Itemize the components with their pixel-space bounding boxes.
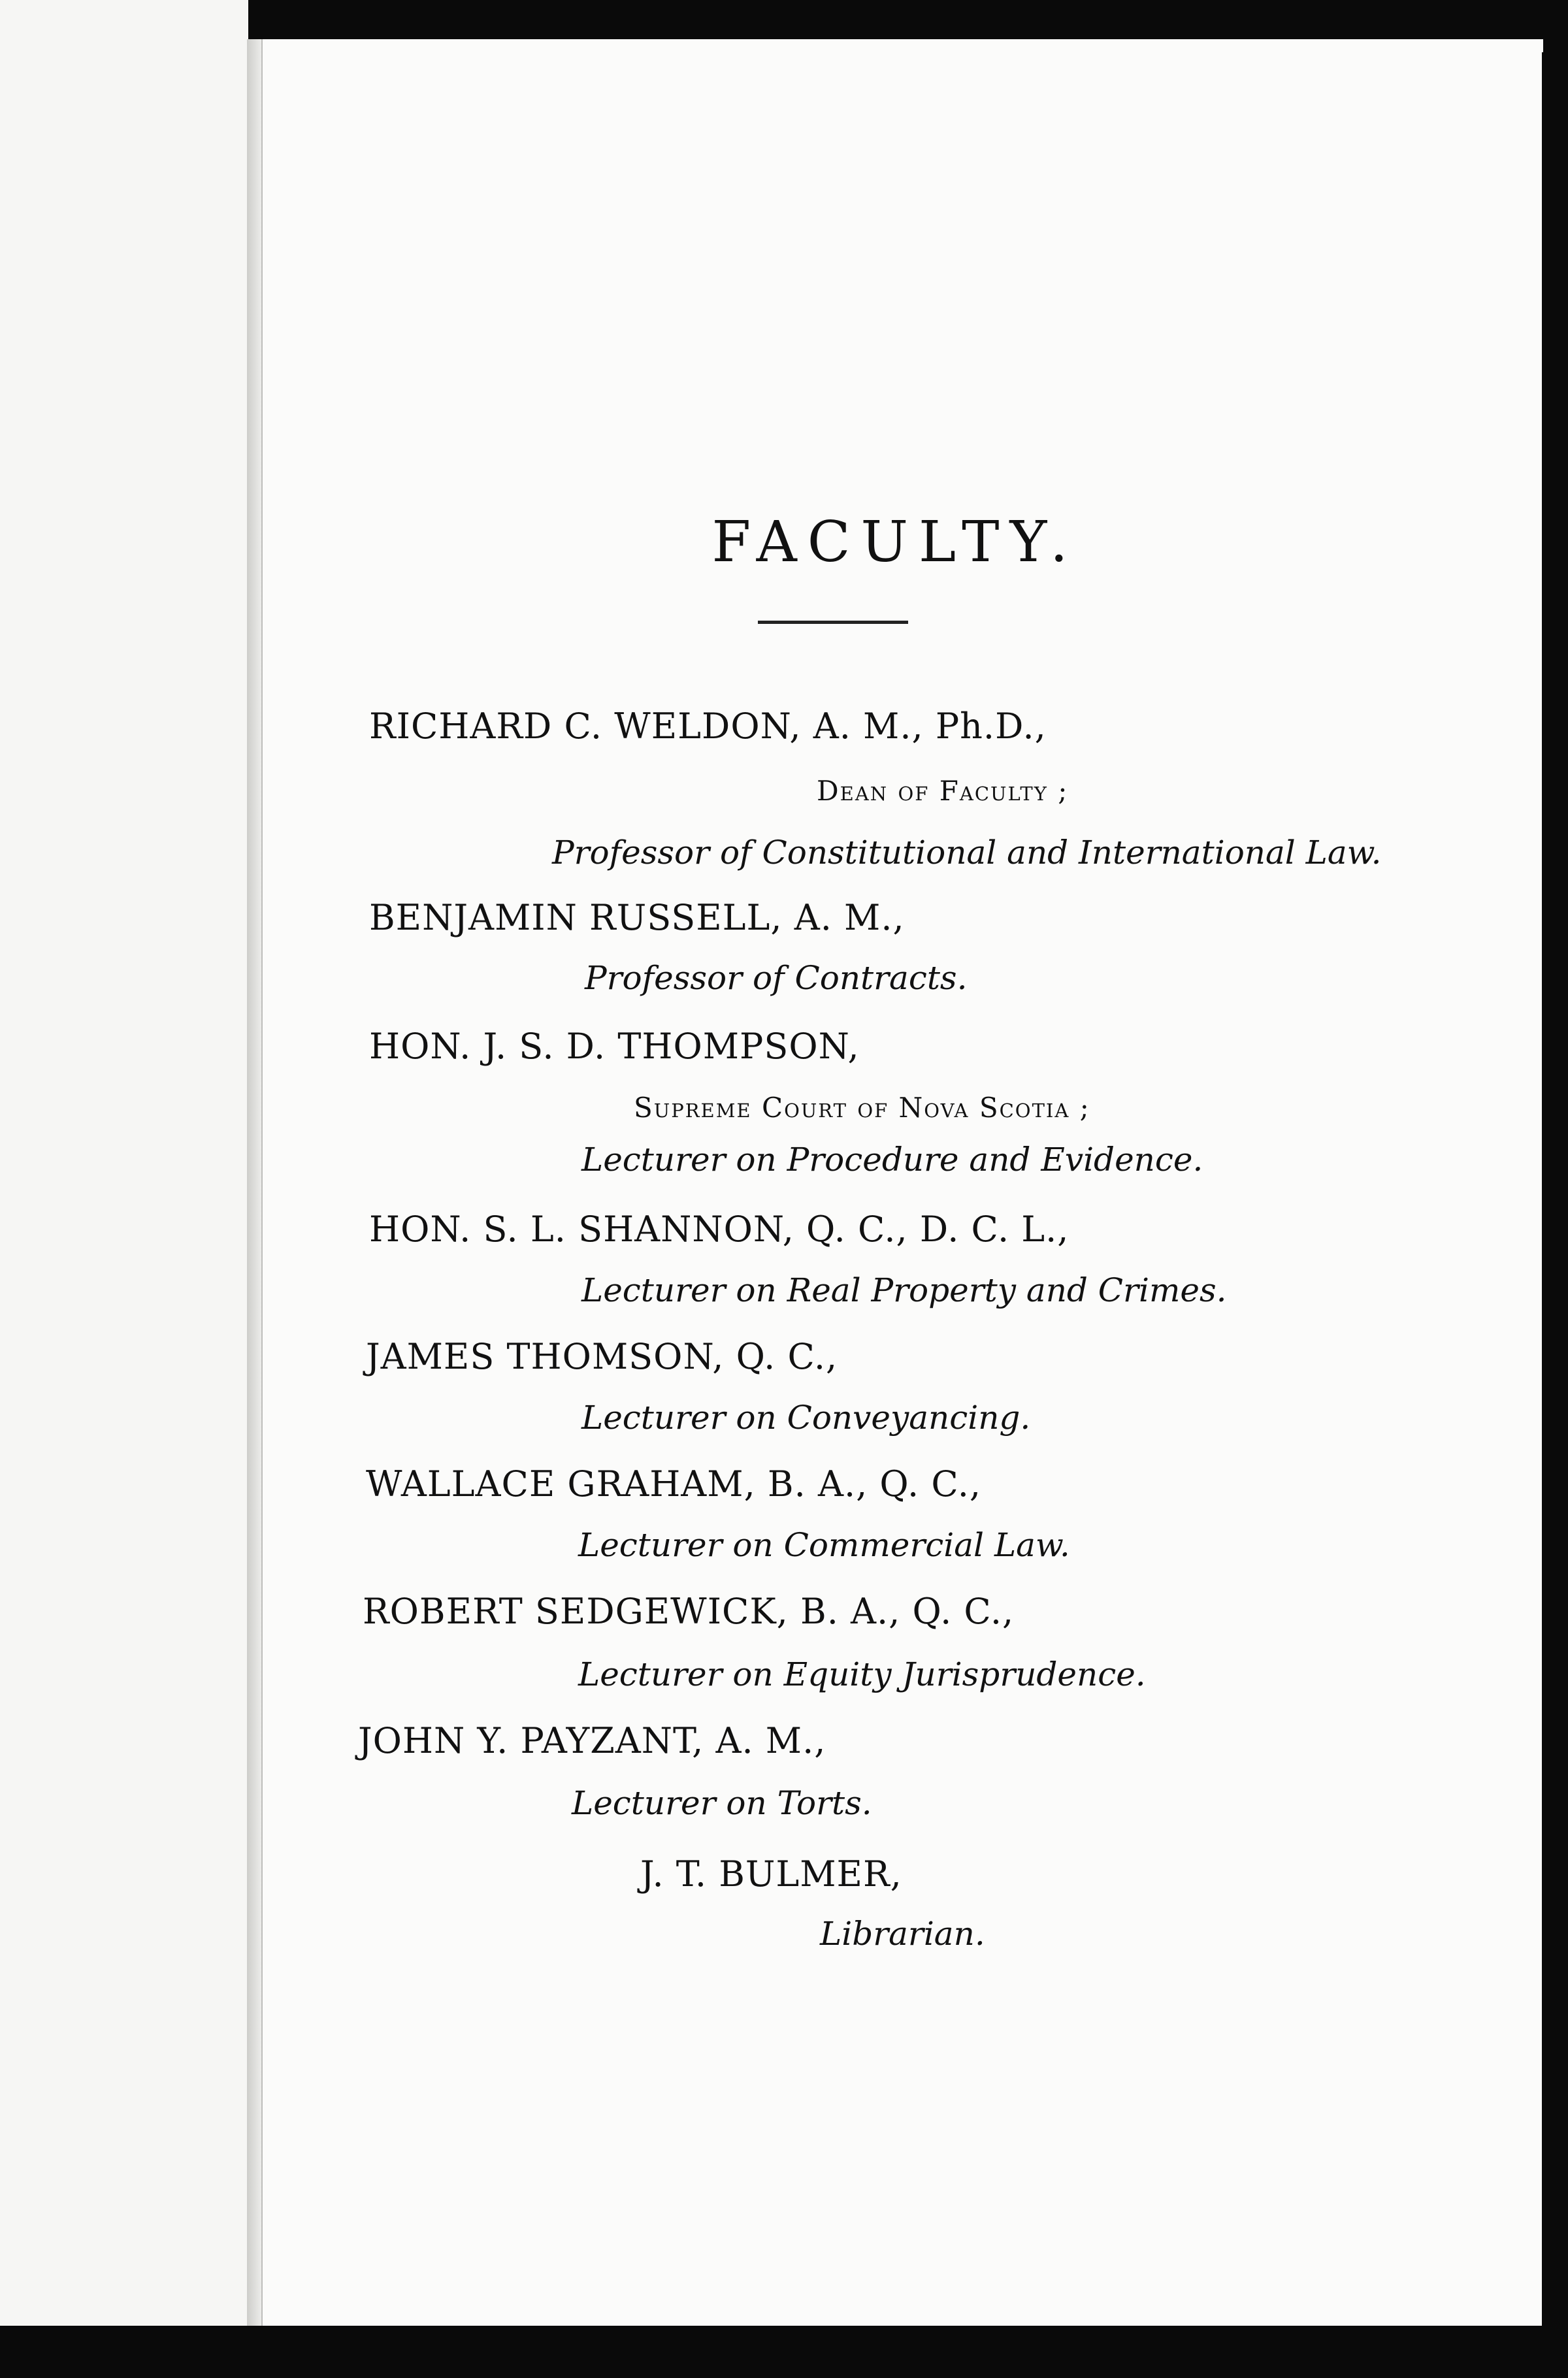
faculty-role: Lecturer on Real Property and Crimes. <box>581 1271 1227 1309</box>
faculty-office: Supreme Court of Nova Scotia ; <box>634 1092 1090 1124</box>
faculty-role: Lecturer on Torts. <box>572 1784 872 1822</box>
faculty-office: Dean of Faculty ; <box>817 775 1069 807</box>
title-divider <box>758 621 908 624</box>
page-title: FACULTY. <box>711 510 1079 575</box>
faculty-name: ROBERT SEDGEWICK, B. A., Q. C., <box>363 1591 1015 1632</box>
faculty-role: Lecturer on Procedure and Evidence. <box>581 1141 1203 1179</box>
faculty-name: RICHARD C. WELDON, A. M., Ph.D., <box>369 706 1047 747</box>
scan-border-right <box>1542 52 1568 2339</box>
scan-border-top <box>248 0 1568 39</box>
faculty-list <box>261 39 1542 2326</box>
faculty-role: Lecturer on Conveyancing. <box>581 1399 1031 1437</box>
faculty-name: HON. S. L. SHANNON, Q. C., D. C. L., <box>369 1209 1070 1250</box>
facing-page <box>0 0 250 2326</box>
faculty-name: J. T. BULMER, <box>640 1853 902 1895</box>
faculty-name: BENJAMIN RUSSELL, A. M., <box>369 897 905 938</box>
faculty-role: Librarian. <box>820 1915 985 1953</box>
faculty-name: JAMES THOMSON, Q. C., <box>366 1336 838 1377</box>
faculty-role: Lecturer on Equity Jurisprudence. <box>578 1655 1146 1693</box>
scan-border-bottom <box>0 2326 1568 2378</box>
faculty-name: WALLACE GRAHAM, B. A., Q. C., <box>366 1463 982 1505</box>
book-gutter <box>247 39 261 2326</box>
faculty-name: JOHN Y. PAYZANT, A. M., <box>358 1720 826 1761</box>
faculty-role: Professor of Contracts. <box>585 959 968 997</box>
faculty-role: Lecturer on Commercial Law. <box>578 1526 1070 1564</box>
faculty-name: HON. J. S. D. THOMPSON, <box>369 1026 860 1067</box>
faculty-role: Professor of Constitutional and International Law. <box>552 834 1382 871</box>
